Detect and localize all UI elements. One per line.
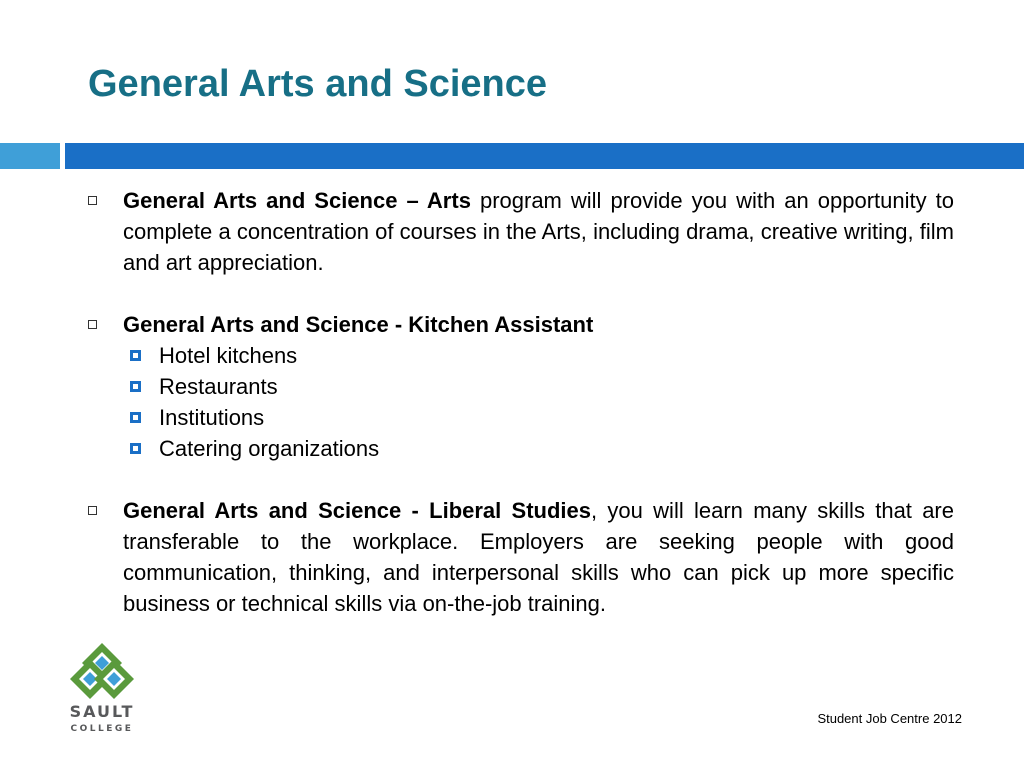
blue-square-bullet-icon — [130, 350, 141, 361]
logo-wordmark-college: COLLEGE — [70, 724, 134, 734]
bullet-liberal-text: , you will learn many skills that are transferable to the workplace. Employers are seeking people with good communication, thinking, and interpersonal skills who can pick up more specific business or technical skills via on-the-job training. — [123, 498, 954, 616]
list-item-label: Institutions — [159, 405, 265, 430]
list-item — [88, 402, 954, 433]
bullet-arts — [88, 185, 954, 278]
accent-bar-left — [0, 143, 60, 169]
blue-square-bullet-icon — [130, 381, 141, 392]
list-item-label: Catering organizations — [159, 436, 380, 461]
bullet-kitchen — [88, 309, 954, 340]
bullet-arts-heading: General Arts and Science – Arts — [123, 188, 471, 213]
hollow-square-bullet-icon — [88, 506, 97, 515]
slide-title: General Arts and Science — [88, 63, 548, 105]
sault-college-emblem-icon — [64, 640, 140, 702]
bullet-liberal-heading: General Arts and Science - Liberal Studies — [123, 498, 592, 523]
list-item — [88, 433, 954, 464]
list-item-label: Hotel kitchens — [159, 343, 298, 368]
slide-footer: Student Job Centre 2012 — [817, 711, 962, 726]
hollow-square-bullet-icon — [88, 320, 97, 329]
slide-content — [88, 185, 954, 650]
list-item-label: Restaurants — [159, 374, 278, 399]
list-item — [88, 340, 954, 371]
blue-square-bullet-icon — [130, 443, 141, 454]
hollow-square-bullet-icon — [88, 196, 97, 205]
blue-square-bullet-icon — [130, 412, 141, 423]
accent-bar-main — [65, 143, 1024, 169]
bullet-liberal — [88, 495, 954, 619]
kitchen-sublist — [88, 340, 954, 464]
bullet-kitchen-heading: General Arts and Science - Kitchen Assistant — [123, 312, 594, 337]
logo-wordmark-sault: SAULT — [69, 702, 135, 721]
bullet-arts-text: program will provide you with an opportunity to complete a concentration of courses in the Arts, including drama, creative writing, film and art appreciation. — [123, 188, 954, 275]
list-item — [88, 371, 954, 402]
sault-college-logo — [64, 640, 140, 740]
